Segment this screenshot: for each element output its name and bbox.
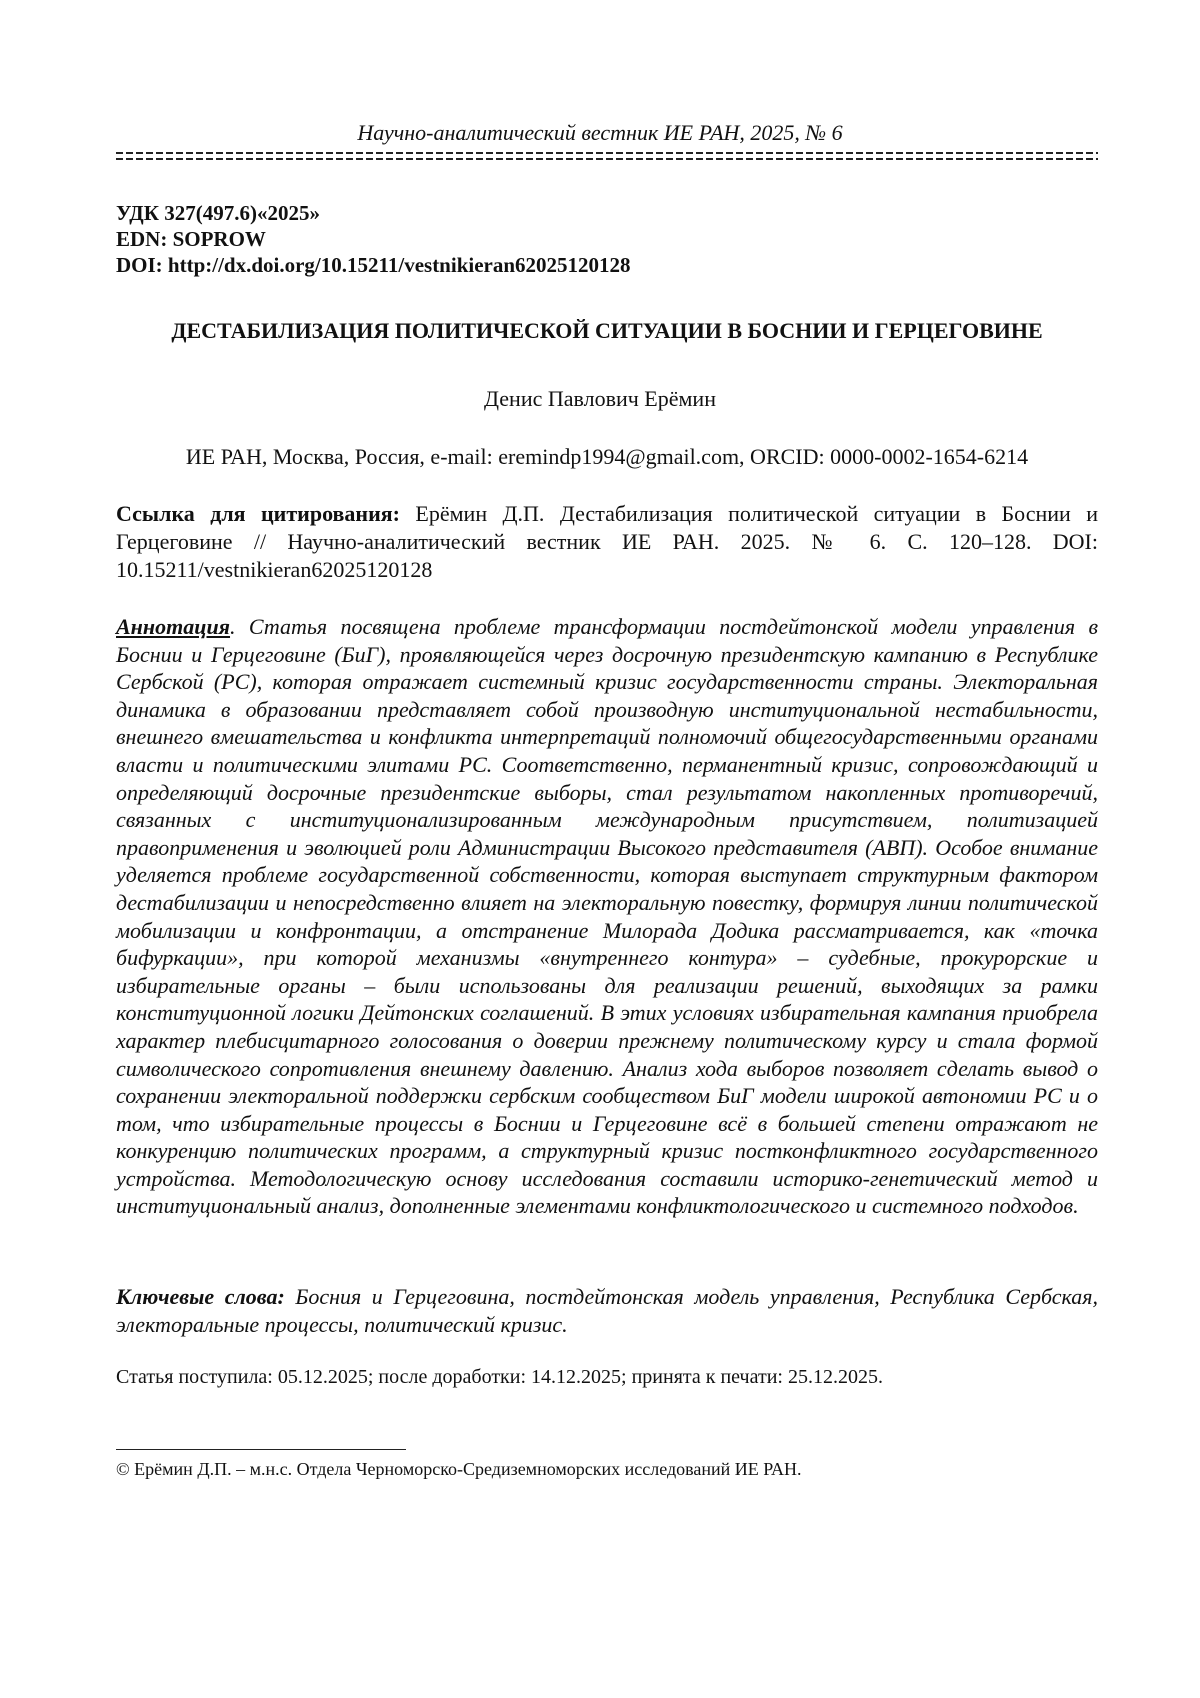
running-head: Научно-аналитический вестник ИЕ РАН, 2025, № 6 [357, 120, 843, 145]
header-double-dashed-rule [116, 152, 1098, 160]
footnote: © Ерёмин Д.П. – м.н.с. Отдела Черноморско-Средиземноморских исследований ИЕ РАН. [116, 1459, 802, 1479]
doi-link[interactable]: DOI: http://dx.doi.org/10.15211/vestnikieran62025120128 [116, 253, 631, 277]
keywords-label: Ключевые слова: [116, 1284, 285, 1309]
abstract-block [116, 613, 1098, 1220]
author-affiliation: ИЕ РАН, Москва, Россия, e-mail: eremindp1994@gmail.com, ORCID: 0000-0002-1654-6214 [185, 444, 1029, 469]
article-title: ДЕСТАБИЛИЗАЦИЯ ПОЛИТИЧЕСКОЙ СИТУАЦИИ В БОСНИИ И ГЕРЦЕГОВИНЕ [171, 318, 1043, 343]
abstract-label: Аннотация [116, 614, 231, 639]
citation-label: Ссылка для цитирования: [116, 501, 400, 526]
footnote-separator [116, 1449, 406, 1450]
citation-block [116, 500, 1098, 584]
udk-code: УДК 327(497.6)«2025» [116, 201, 320, 225]
author-name: Денис Павлович Ерёмин [484, 386, 716, 411]
keywords-block [116, 1283, 1098, 1339]
article-dates: Статья поступила: 05.12.2025; после доработки: 14.12.2025; принята к печати: 25.12.2025. [116, 1366, 883, 1388]
citation-text: Ерёмин Д.П. Дестабилизация политической ситуации в Боснии и Герцеговине // Научно-аналитический вестник ИЕ РАН. 2025. № 6. С. 120–128. DOI: 10.15211/vestnikieran62025120128 [116, 501, 1098, 582]
keywords-text: Босния и Герцеговина, постдейтонская модель управления, Республика Сербская, электоральные процессы, политический кризис. [116, 1284, 1098, 1337]
abstract-text: . Статья посвящена проблеме трансформации постдейтонской модели управления в Боснии и Герцеговине (БиГ), проявляющейся через досрочную президентскую кампанию в Республике Сербской (РС), которая отражает системный кризис государственности страны. Электоральная динамика в образовании представляет собой производную институциональной нестабильности, внешнего вмешательства и конфликта интерпретаций полномочий общегосударственными органами власти и политическими элитами РС. Соответственно, перманентный кризис, сопровождающий и определяющий досрочные президентские выборы, стал результатом накопленных противоречий, связанных с институционализированным международным присутствием, политизацией правоприменения и эволюцией роли Администрации Высокого представителя (АВП). Особое внимание уделяется проблеме государственной собственности, которая выступает структурным фактором дестабилизации и непосредственно влияет на электоральную повестку, формируя линии политической мобилизации и конфронтации, а отстранение Милорада Додика рассматривается, как «точка бифуркации», при которой механизмы «внутреннего контура» – судебные, прокурорские и избирательные органы – были использованы для реализации решений, выходящих за рамки конституционной логики Дейтонских соглашений. В этих условиях избирательная кампания приобрела характер плебисцитарного голосования о доверии прежнему политическому курсу и стала формой символического сопротивления внешнему давлению. Анализ хода выборов позволяет сделать вывод о сохранении электоральной поддержки сербским сообществом БиГ модели широкой автономии РС и о том, что избирательные процессы в Боснии и Герцеговине всё в большей степени отражают не конкуренцию политических программ, а структурный кризис постконфликтного государственного устройства. Методологическую основу исследования составили историко-генетический метод и институциональный анализ, дополненные элементами конфликтологического и системного подходов. [116, 614, 1098, 1219]
article-metadata [116, 200, 631, 278]
edn-code: EDN: SOPROW [116, 227, 266, 251]
